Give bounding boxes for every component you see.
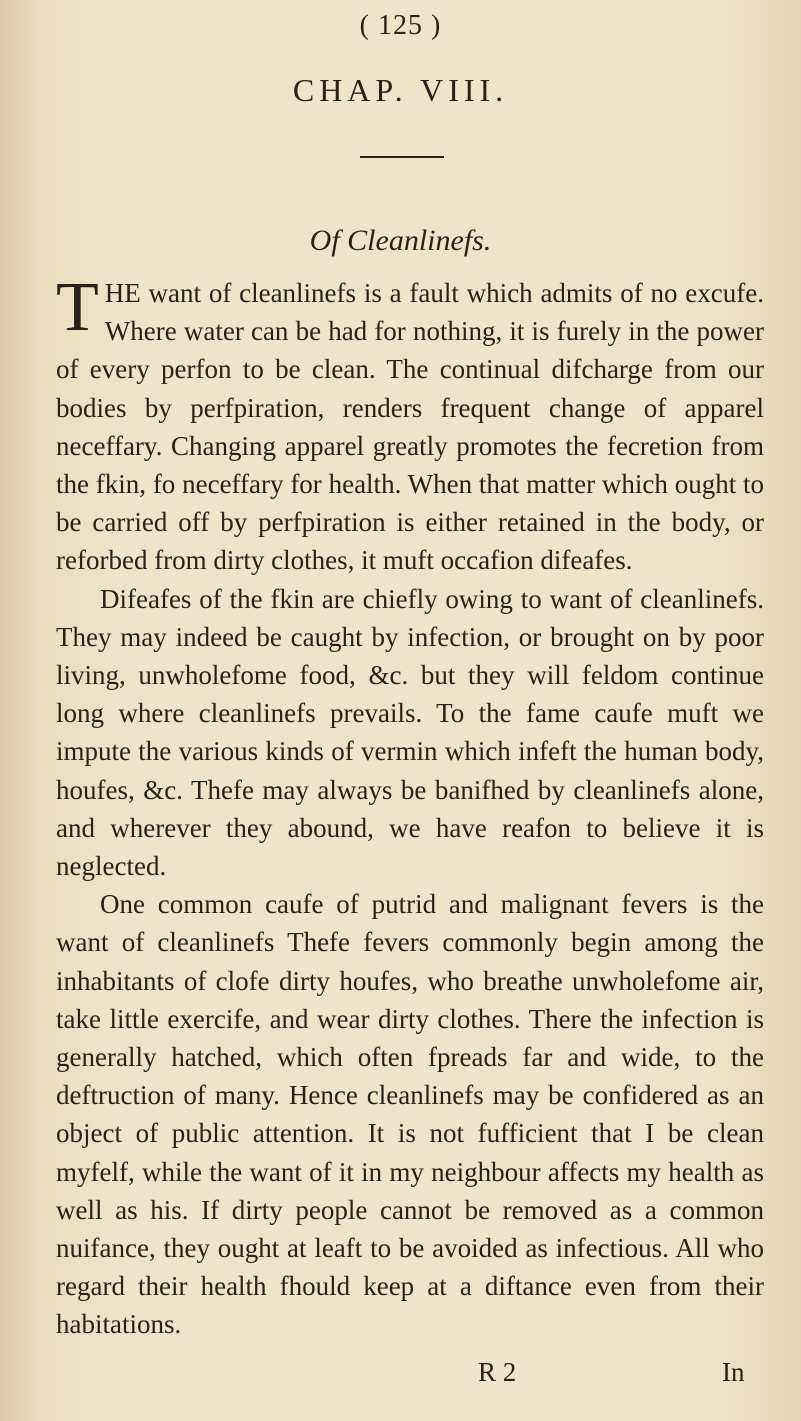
page-number: ( 125 ) [359,10,442,41]
divider-rule [360,156,444,158]
paragraph-1-text: HE want of cleanlinefs is a fault which admits of no excufe. Where water can be had for nothing, it is furely in the power of every perfon to be clean. The continual difcharge from our bodies by perfpiration, renders frequent change of apparel neceffary. Changing apparel greatly promotes the fecretion from the fkin, fo neceffary for health. When that matter which ought to be carried off by perfpiration is either retained in the body, or reforbed from dirty clothes, it muft occafion difeafes. [56,278,764,576]
body-text [56,269,764,1344]
paragraph-1 [56,269,764,580]
chapter-subtitle: Of Cleanlinefs. [309,224,492,257]
drop-cap: T [56,269,99,346]
signature-mark: R 2 [478,1357,517,1387]
paragraph-3: One common caufe of putrid and malignant fevers is the want of cleanlinefs Thefe fevers commonly begin among the inhabitants of clofe dirty houfes, who breathe unwholefome air, take little exercife, and wear dirty clothes. There the infection is generally hatched, which often fpreads far and wide, to the deftruction of many. Hence cleanlinefs may be confidered as an object of public attention. It is not fufficient that I be clean myfelf, while the want of it in my neighbour affects my health as well as his. If dirty people cannot be removed as a common nuifance, they ought at leaft to be avoided as infectious. All who regard their health fhould keep at a diftance even from their habitations. [56,889,764,1340]
chapter-heading: CHAP. VIII. [292,72,509,108]
catchword: In [722,1357,745,1387]
paragraph-2: Difeafes of the fkin are chiefly owing to want of cleanlinefs. They may indeed be caught by infection, or brought on by poor living, unwholefome food, &c. but they will feldom continue long where cleanlinefs prevails. To the fame caufe muft we impute the various kinds of vermin which infeft the human body, houfes, &c. Thefe may always be banifhed by cleanlinefs alone, and wherever they abound, we have reafon to believe it is neglected. [56,583,764,882]
